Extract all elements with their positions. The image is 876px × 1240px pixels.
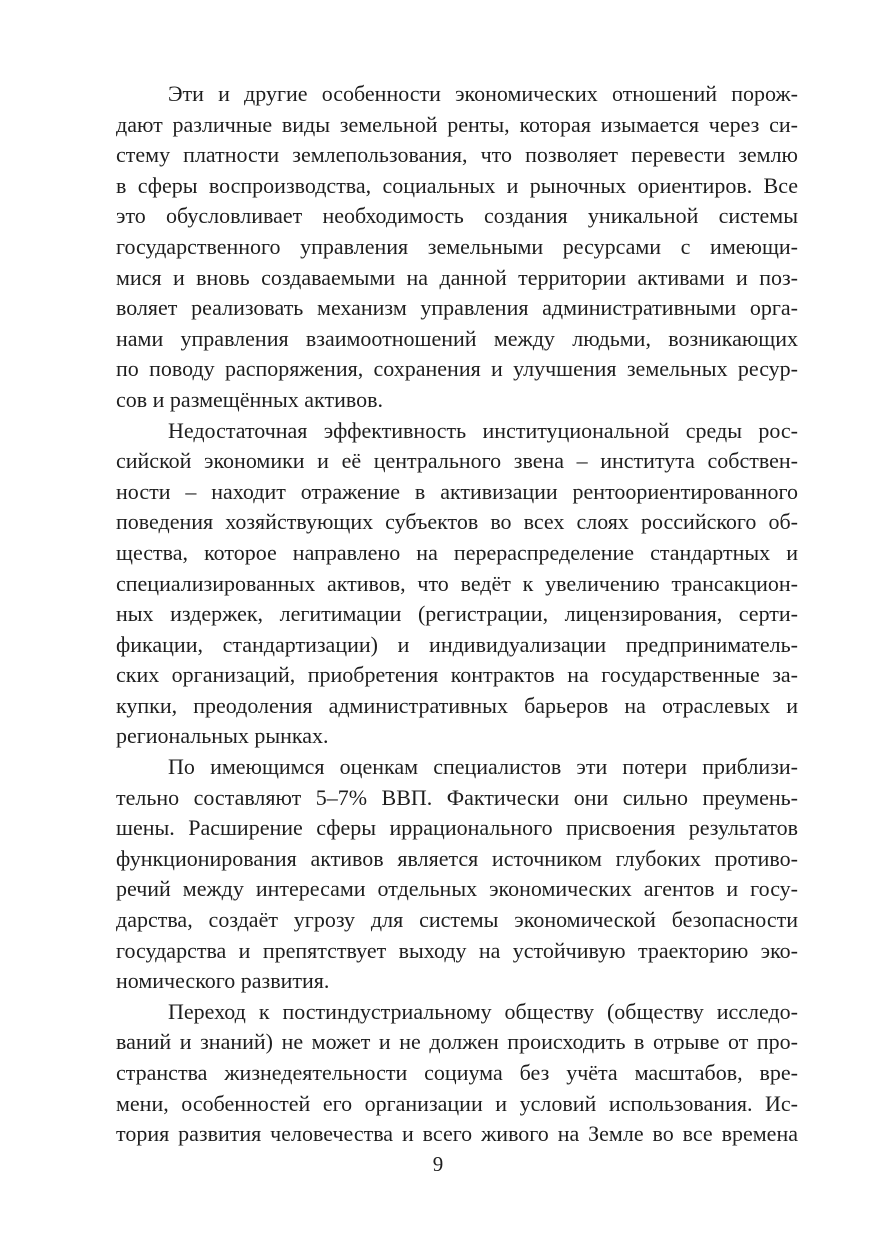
text-line: странства жизнедеятельности социума без учёта масштабов, вре-	[116, 1060, 798, 1085]
text-line: это обусловливает необходимость создания уникальной системы	[116, 203, 798, 229]
text-line: специализированных активов, что ведёт к увеличению трансакцион-	[116, 570, 798, 596]
paragraph-3	[116, 752, 798, 997]
page-number: 9	[432, 1152, 444, 1176]
text-line: тория развития человечества и всего живого на Земле во все времена	[116, 1121, 798, 1147]
text-line: дают различные виды земельной ренты, которая изымается через си-	[116, 111, 798, 137]
text-line: мени, особенностей его организации и условий использования. Ис-	[116, 1090, 798, 1116]
text-line: сов и размещённых активов.	[116, 386, 383, 412]
text-line: ваний и знаний) не может и не должен происходить в отрыве от про-	[116, 1029, 798, 1055]
text-line: мися и вновь создаваемыми на данной территории активами и поз-	[116, 264, 798, 290]
text-line: По имеющимся оценкам специалистов эти потери приблизи-	[168, 754, 798, 780]
text-line: фикации, стандартизации) и индивидуализации предприниматель-	[116, 631, 798, 657]
text-line: государственного управления земельными ресурсами с имеющи-	[116, 233, 798, 259]
text-line: сийской экономики и её центрального звена – института собствен-	[116, 448, 798, 474]
text-line: купки, преодоления административных барьеров на отраслевых и	[116, 692, 798, 718]
paragraph-2	[116, 416, 798, 753]
text-line: региональных рынках.	[116, 723, 329, 749]
text-line: дарства, создаёт угрозу для системы экономической безопасности	[116, 907, 798, 933]
text-line: Недостаточная эффективность институциональной среды рос-	[168, 417, 798, 443]
text-line: нами управления взаимоотношений между людьми, возникающих	[116, 325, 798, 351]
text-line: щества, которое направлено на перераспределение стандартных и	[116, 539, 798, 565]
text-line: функционирования активов является источником глубоких противо-	[116, 845, 798, 871]
text-line: тельно составляют 5–7% ВВП. Фактически они сильно преумень-	[116, 784, 798, 810]
paragraph-1	[116, 79, 798, 416]
text-line: воляет реализовать механизм управления административными орга-	[116, 295, 798, 321]
text-line: Эти и другие особенности экономических отношений порож-	[168, 81, 798, 106]
text-line: государства и препятствует выходу на устойчивую траекторию эко-	[116, 937, 798, 963]
text-line: шены. Расширение сферы иррационального присвоения результатов	[116, 815, 798, 841]
text-line: стему платности землепользования, что позволяет перевести землю	[116, 142, 798, 168]
text-line: номического развития.	[116, 968, 330, 994]
text-line: ных издержек, легитимации (регистрации, лицензирования, серти-	[116, 601, 798, 627]
page-body	[116, 79, 798, 1150]
text-line: поведения хозяйствующих субъектов во всех слоях российского об-	[116, 509, 798, 535]
text-line: ности – находит отражение в активизации рентоориентированного	[116, 478, 798, 504]
text-line: по поводу распоряжения, сохранения и улучшения земельных ресур-	[116, 356, 798, 382]
text-line: ских организаций, приобретения контрактов на государственные за-	[116, 662, 798, 688]
text-line: Переход к постиндустриальному обществу (обществу исследо-	[168, 998, 798, 1024]
paragraph-4	[116, 997, 798, 1150]
text-line: речий между интересами отдельных экономических агентов и госу-	[116, 876, 798, 902]
text-line: в сферы воспроизводства, социальных и рыночных ориентиров. Все	[116, 172, 798, 198]
